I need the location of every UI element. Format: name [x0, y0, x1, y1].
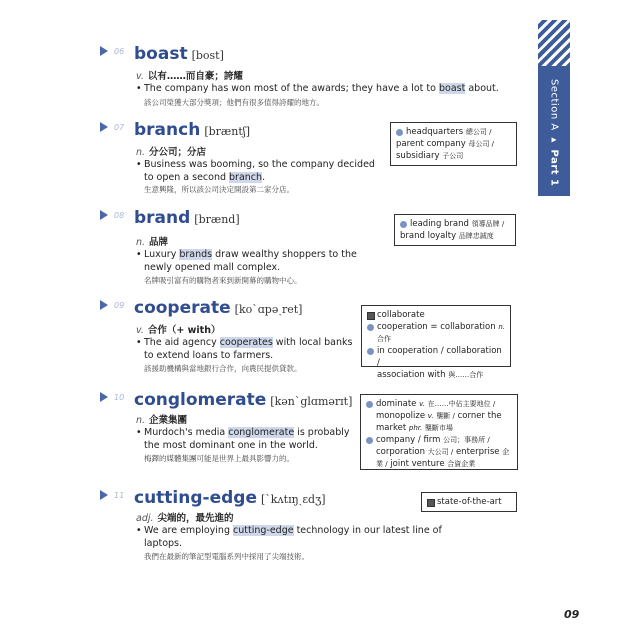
note-row	[366, 446, 512, 458]
related-icon	[367, 324, 374, 331]
note-row	[366, 410, 512, 422]
gloss: 以有……而自豪；誇耀	[147, 71, 243, 82]
translation: 梅鐸的媒體集團可能是世界上最具影響力的。	[144, 454, 294, 463]
definition	[136, 322, 220, 336]
related-words-box	[394, 214, 516, 246]
bullet-icon: •	[136, 249, 142, 260]
note-row	[367, 369, 505, 381]
note-zh: 壟斷市場	[424, 424, 453, 432]
pronunciation: [ˋkʌtɪŋˏɛdʒ]	[260, 493, 326, 506]
example-sentence	[136, 158, 376, 184]
note-term: parent company	[396, 139, 466, 149]
entry-number: 11	[114, 491, 125, 500]
headword-text: cooperate	[134, 298, 231, 318]
definition	[136, 510, 234, 524]
entry-marker-icon	[100, 122, 108, 132]
part-label: Part 1	[548, 149, 560, 187]
note-row	[366, 398, 512, 410]
example-sentence	[136, 82, 536, 95]
example-text: Luxury	[144, 249, 180, 260]
bullet-icon: •	[136, 427, 142, 438]
example-text: technology in our latest line of laptops.	[144, 525, 442, 549]
note-zh: 業 /	[376, 460, 388, 468]
note-term: corner the	[457, 411, 502, 421]
note-row	[400, 218, 510, 230]
note-row	[396, 138, 511, 150]
note-term: headquarters	[406, 127, 464, 137]
pronunciation: [bost]	[191, 49, 224, 62]
note-term: subsidiary	[396, 151, 440, 161]
note-pos: v.	[419, 400, 425, 408]
synonym-icon	[367, 312, 375, 320]
entry-number: 09	[114, 301, 125, 310]
synonym-icon	[427, 499, 435, 507]
example-text: with local banks to extend loans to farmers.	[144, 337, 353, 361]
note-row	[366, 458, 512, 470]
note-zh: 在……中佔主要地位 /	[427, 400, 496, 408]
headword	[134, 298, 302, 318]
note-row	[396, 126, 511, 138]
entry-marker-icon	[100, 392, 108, 402]
headword-text: branch	[134, 120, 201, 140]
gloss: 企業集團	[149, 415, 188, 426]
note-zh: 公司；事務所 /	[443, 436, 490, 444]
headword	[134, 208, 240, 228]
entry-number: 06	[114, 47, 125, 56]
gloss: 分公司；分店	[149, 147, 207, 158]
definition	[136, 412, 187, 426]
page-number: 09	[564, 608, 580, 621]
example-highlight: conglomerate	[228, 427, 295, 438]
example-sentence	[136, 248, 376, 274]
entry-marker-icon	[100, 46, 108, 56]
note-zh: 合資企業	[447, 460, 476, 468]
note-zh: 領導品牌 /	[471, 220, 505, 228]
example-text: about.	[465, 83, 499, 94]
example-sentence	[136, 426, 368, 452]
example-highlight: brands	[179, 249, 213, 260]
example-sentence	[136, 524, 466, 550]
example-text: The company has won most of the awards; they have a lot to	[144, 83, 439, 94]
note-row	[366, 422, 512, 434]
related-icon	[366, 437, 373, 444]
headword-text: cutting-edge	[134, 488, 257, 508]
note-row	[367, 309, 505, 321]
section-side-tab	[538, 20, 570, 196]
example-highlight: cooperates	[219, 337, 273, 348]
part-of-speech: v.	[136, 325, 144, 336]
note-zh: 品牌忠誠度	[458, 232, 494, 240]
example-text: .	[262, 172, 266, 183]
note-zh: 大公司 /	[427, 448, 454, 456]
note-zh: 壟斷 /	[436, 412, 455, 420]
note-row	[366, 434, 512, 446]
headword-text: conglomerate	[134, 390, 267, 410]
note-term: dominate	[376, 399, 417, 409]
example-text: The aid agency	[144, 337, 220, 348]
part-of-speech: n.	[136, 147, 146, 158]
note-row	[400, 230, 510, 242]
related-words-box	[361, 305, 511, 380]
pronunciation: [koˋɑpəˏret]	[234, 303, 303, 316]
related-icon	[400, 221, 407, 228]
pronunciation: [bræntʃ]	[204, 125, 251, 138]
related-words-box	[390, 122, 517, 166]
part-of-speech: n.	[136, 415, 146, 426]
bullet-icon: •	[136, 337, 142, 348]
note-zh: 總公司 /	[465, 128, 492, 136]
definition	[136, 234, 168, 248]
note-zh: 合作	[377, 335, 391, 343]
note-pos: phr.	[408, 424, 423, 432]
bullet-icon: •	[136, 525, 142, 536]
headword	[134, 390, 352, 410]
example-text: is probably the most dominant one in the world.	[144, 427, 350, 451]
entry-number: 10	[114, 393, 125, 402]
section-label: Section A	[548, 79, 560, 131]
example-text: draw wealthy shoppers to the newly opened mall complex.	[144, 249, 357, 273]
entry-number: 08	[114, 211, 125, 220]
example-highlight: boast	[438, 83, 466, 94]
gloss: 合作（+ with）	[147, 325, 221, 336]
example-text: Murdoch's media	[144, 427, 229, 438]
note-zh: 子公司	[442, 152, 464, 160]
part-of-speech: n.	[136, 237, 146, 248]
note-term: enterprise	[455, 447, 500, 457]
example-text: We are employing	[144, 525, 233, 536]
note-term: monopolize	[376, 411, 426, 421]
note-row	[367, 345, 505, 369]
entry-number: 07	[114, 123, 125, 132]
note-row	[427, 496, 511, 508]
related-words-box	[360, 394, 518, 470]
note-term: leading brand	[410, 219, 469, 229]
note-term: company / firm	[376, 435, 441, 445]
related-words-box	[421, 492, 517, 512]
note-row	[396, 150, 511, 162]
part-of-speech: adj.	[136, 513, 154, 524]
gloss: 品牌	[149, 237, 169, 248]
translation: 名牌吸引富有的購物者來到新開幕的購物中心。	[144, 276, 302, 285]
note-pos: n.	[498, 323, 505, 331]
translation: 該援助機構與當地銀行合作，向農民提供貸款。	[144, 364, 302, 373]
translation: 我們在最新的筆記型電腦系列中採用了尖端技術。	[144, 552, 309, 561]
definition	[136, 144, 206, 158]
example-text: Business was booming, so the company decided to open a second	[144, 159, 375, 183]
note-row	[367, 321, 505, 333]
note-term: joint venture	[390, 459, 445, 469]
related-icon	[367, 348, 374, 355]
translation: 該公司榮獲大部分獎項；他們有很多值得誇耀的地方。	[144, 98, 324, 107]
related-icon	[366, 401, 373, 408]
headword-text: brand	[134, 208, 191, 228]
tab-stripes	[538, 20, 570, 66]
note-term: collaborate	[377, 310, 425, 320]
pronunciation: [brænd]	[194, 213, 240, 226]
note-term: association with	[377, 370, 446, 380]
note-zh: 母公司 /	[468, 140, 495, 148]
example-sentence	[136, 336, 356, 362]
entry-marker-icon	[100, 210, 108, 220]
note-pos: v.	[427, 412, 434, 420]
note-term: brand loyalty	[400, 231, 457, 241]
definition	[136, 68, 243, 82]
note-term: corporation	[376, 447, 425, 457]
note-term: market	[376, 423, 407, 433]
tab-label: Section A ▸ Part 1	[548, 79, 560, 187]
related-icon	[396, 129, 403, 136]
headword	[134, 120, 250, 140]
gloss: 尖端的，最先進的	[157, 513, 234, 524]
bullet-icon: •	[136, 159, 142, 170]
note-term: state-of-the-art	[437, 497, 502, 507]
note-term: cooperation = collaboration	[377, 322, 496, 332]
pronunciation: [kənˋglɑmərɪt]	[270, 395, 353, 408]
note-zh: 與……合作	[448, 371, 484, 379]
entry-boast	[100, 44, 540, 114]
bullet-icon: •	[136, 83, 142, 94]
headword	[134, 488, 326, 508]
headword	[134, 44, 224, 64]
translation: 生意興隆，所以該公司決定開設第二家分店。	[144, 185, 294, 194]
example-highlight: branch	[229, 172, 263, 183]
note-term: in cooperation / collaboration /	[377, 346, 502, 368]
entry-marker-icon	[100, 300, 108, 310]
headword-text: boast	[134, 44, 188, 64]
part-of-speech: v.	[136, 71, 144, 82]
note-row	[367, 333, 505, 345]
example-highlight: cutting-edge	[233, 525, 294, 536]
note-zh: 企	[502, 448, 510, 456]
entry-marker-icon	[100, 490, 108, 500]
